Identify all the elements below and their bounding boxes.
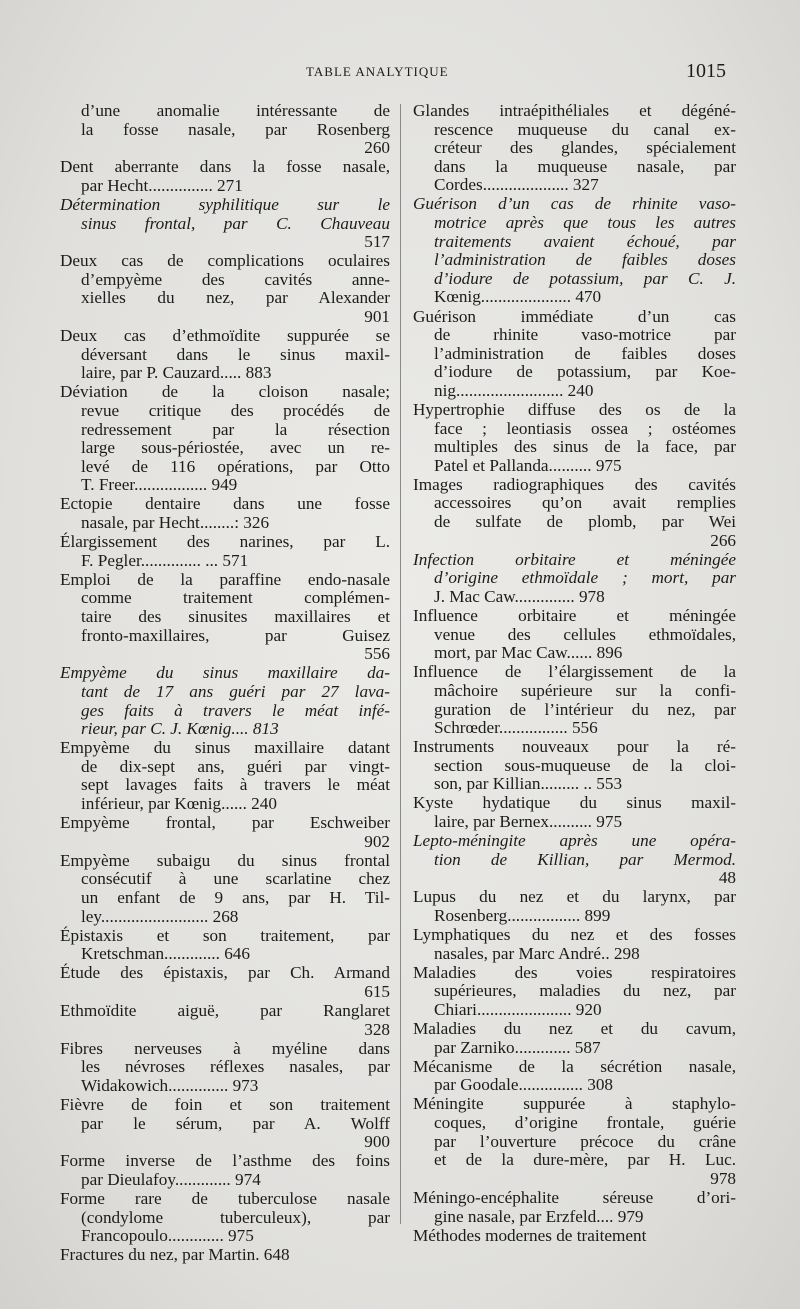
index-entry-line: large sous-périostée, avec un re- [81,438,390,458]
index-entry-line: Emploi de la paraffine endo-nasale [60,569,390,589]
index-entry-line: de sulfate de plomb, par Wei [434,512,736,532]
index-entry [413,308,736,401]
index-entry-line: nasales, par Marc André.. 298 [434,943,640,963]
index-entry [60,383,390,495]
index-entry-line: Cordes.................... 327 [434,175,599,195]
index-entry-line: ges faits à travers le méat infé- [81,700,390,720]
index-entry-line: multiples des sinus de la face, par [434,437,736,457]
index-entry-line: Élargissement des narines, par L. [60,532,390,552]
index-entry [60,1096,390,1152]
index-entry-line: Glandes intraépithéliales et dégéné- [413,101,736,120]
index-entry-line: nasale, par Hecht........: 326 [81,513,270,533]
index-entry-line: dans la muqueuse nasale, par [434,156,736,176]
index-entry-line: Influence de l’élargissement de la [413,662,736,682]
index-entry-line: Forme rare de tuberculose nasale [60,1188,390,1208]
index-entry-line: Forme inverse de l’asthme des foins [60,1151,390,1171]
index-entry [60,1040,390,1096]
running-title: TABLE ANALYTIQUE [306,64,449,79]
index-entry-line: revue critique des procédés de [81,401,390,420]
index-entry-line: Patel et Pallanda.......... 975 [434,455,622,475]
index-entry-line: Images radiographiques des cavités [413,474,736,494]
index-entry-line: Infection orbitaire et méningée [413,549,736,569]
column-divider [400,104,401,1224]
index-entry-line: Influence orbitaire et méningée [413,606,736,626]
index-entry [413,102,736,195]
index-entry-line: Instruments nouveaux pour la ré- [413,737,736,757]
index-column-left [60,102,390,1265]
index-entry-line: Deux cas de complications oculaires [60,251,390,271]
index-entry-line: Lymphatiques du nez et des fosses [413,925,736,945]
index-entry [60,664,390,738]
index-entry-line: Fibres nerveuses à myéline dans [60,1038,390,1058]
index-entry-line: les névroses réflexes nasales, par [81,1057,390,1077]
index-entry-line: comme traitement complémen- [81,588,390,608]
index-entry-line: laire, par P. Cauzard..... 883 [81,363,272,383]
index-entry-line: d’une anomalie intéressante de [81,101,390,120]
index-entry-line: par Hecht............... 271 [81,175,243,195]
index-entry-line: xielles du nez, par Alexander [81,288,390,308]
index-entry-line: fronto-maxillaires, par Guisez [81,625,390,645]
index-entry-line: nig......................... 240 [434,380,594,400]
index-entry [60,1190,390,1246]
index-entry-line: d’origine ethmoïdale ; mort, par [434,568,736,588]
index-entry-line: et de la dure-mère, par H. Luc. [434,1150,736,1170]
index-entry [60,852,390,926]
index-entry [413,888,736,925]
index-entry [413,1058,736,1095]
index-entry-line: l’administration de faibles doses [434,250,736,270]
index-entry-line: Détermination syphilitique sur le [60,194,390,214]
index-entry-line: Lepto-méningite après une opéra- [413,831,736,851]
index-entry [413,551,736,607]
index-entry-line: Hypertrophie diffuse des os de la [413,400,736,419]
index-entry-line: tant de 17 ans guéri par 27 lava- [81,681,390,701]
index-entry-line: Maladies des voies respiratoires [413,962,736,982]
index-entry-line: Lupus du nez et du larynx, par [413,887,736,907]
index-entry-line: tion de Killian, par Mermod. [434,849,736,869]
index-entry-line: 902 [364,831,390,851]
page-number: 1015 [686,60,726,82]
index-entry-line: de dix-sept ans, guéri par vingt- [81,756,390,776]
index-entry-line: Ectopie dentaire dans une fosse [60,494,390,514]
index-entry [413,663,736,737]
index-entry [60,814,390,851]
index-entry-line: Kœnig..................... 470 [434,287,602,307]
index-entry-line: Empyème du sinus maxillaire datant [60,738,390,758]
index-entry-line: par le sérum, par A. Wolff [81,1113,390,1133]
index-entry-line: Widakowich.............. 973 [81,1075,259,1095]
index-entry [60,1002,390,1039]
index-entry [413,964,736,1020]
index-entry [413,832,736,888]
index-entry-line: Méningite suppurée à staphylo- [413,1094,736,1114]
index-entry-line: son, par Killian......... .. 553 [434,774,623,794]
index-entry-line: Méningo-encéphalite séreuse d’ori- [413,1187,736,1207]
index-entry-line: 266 [710,530,736,550]
index-entry-line: coques, d’origine frontale, guérie [434,1113,736,1133]
index-entry-line: Fièvre de foin et son traitement [60,1094,390,1114]
index-entry-line: Deux cas d’ethmoïdite suppurée se [60,326,390,346]
index-entry-line: supérieures, maladies du nez, par [434,981,736,1001]
page-header [0,58,800,90]
index-entry-line: gine nasale, par Erzfeld.... 979 [434,1206,644,1226]
index-entry-line: motrice après que tous les autres [434,213,736,233]
index-entry-line: rieur, par C. J. Kœnig.... 813 [81,719,279,739]
index-entry-line: Rosenberg................. 899 [434,906,611,926]
index-entry-line: Kretschman............. 646 [81,944,250,964]
index-entry-line: d’iodure de potassium, par Koe- [434,362,736,382]
index-entry [413,738,736,794]
index-entry-line: consécutif à une scarlatine chez [81,869,390,889]
index-entry-line: 900 [364,1132,390,1152]
index-entry [60,571,390,664]
index-entry-line: venue des cellules ethmoïdales, [434,624,736,644]
index-entry-line: par Goodale............... 308 [434,1075,614,1095]
index-entry-line: laire, par Bernex.......... 975 [434,812,623,832]
index-entry-line: Étude des épistaxis, par Ch. Armand [60,963,390,983]
index-entry-line: Francopoulo............. 975 [81,1226,254,1246]
index-entry-line: mâchoire supérieure sur la confi- [434,680,736,700]
index-entry-line: 901 [364,307,390,327]
index-entry [413,401,736,475]
index-entry [413,1189,736,1226]
index-entry-line: par Zarniko............. 587 [434,1037,601,1057]
index-entry-line: redressement par la résection [81,419,390,439]
index-entry-line: Ethmoïdite aiguë, par Ranglaret [60,1001,390,1020]
index-entry-line: sept lavages faits à travers le méat [81,775,390,795]
index-entry-line: inférieur, par Kœnig...... 240 [81,793,277,813]
index-entry-line: Empyème du sinus maxillaire da- [60,663,390,683]
index-entry [413,195,736,307]
index-entry-line: déversant dans le sinus maxil- [81,344,390,364]
index-entry-line: Chiari...................... 920 [434,1000,602,1019]
index-entry-line: Empyème frontal, par Eschweiber [60,813,390,833]
index-entry-line: Méthodes modernes de traitement [413,1225,647,1245]
index-entry-line: 556 [364,644,390,664]
index-entry [60,927,390,964]
index-entry-line: Guérison immédiate d’un cas [413,306,736,326]
index-entry [413,1095,736,1188]
index-entry-line: de rhinite vaso-motrice par [434,325,736,345]
index-entry-line: J. Mac Caw.............. 978 [434,586,605,606]
index-entry [60,964,390,1001]
index-entry-line: Mécanisme de la sécrétion nasale, [413,1056,736,1076]
index-entry-line: section sous-muqueuse de la cloi- [434,755,736,775]
index-entry-line: Schrœder................ 556 [434,718,598,738]
index-entry-line: 328 [364,1019,390,1039]
index-entry-line: par Dieulafoy............. 974 [81,1169,261,1189]
index-entry-line: taire des sinusites maxillaires et [81,607,390,627]
index-entry-line: levé de 116 opérations, par Otto [81,456,390,476]
index-entry-line: traitements avaient échoué, par [434,231,736,251]
index-entry-line: T. Freer................. 949 [81,475,238,495]
index-entry-line: Dent aberrante dans la fosse nasale, [60,157,390,177]
index-entry [413,1227,736,1246]
index-entry [60,1246,390,1265]
index-entry [413,926,736,963]
index-entry [60,739,390,813]
index-entry [60,327,390,383]
index-entry-line: guration de l’intérieur du nez, par [434,699,736,719]
index-entry-line: accessoires qu’on avait remplies [434,493,736,513]
index-entry [60,102,390,158]
index-entry-line: 517 [364,232,390,252]
index-entry-line: 978 [710,1168,736,1188]
index-entry-line: sinus frontal, par C. Chauveau [81,213,390,233]
index-entry-line: face ; leontiasis ossea ; ostéomes [434,418,736,438]
index-entry-line: l’administration de faibles doses [434,343,736,363]
index-entry-line: mort, par Mac Caw...... 896 [434,643,623,663]
index-entry-line: 260 [364,138,390,158]
index-entry-line: créteur des glandes, spécialement [434,138,736,158]
index-entry-line: par l’ouverture précoce du crâne [434,1131,736,1151]
index-entry [413,1020,736,1057]
index-entry [60,1152,390,1189]
index-entry-line: Kyste hydatique du sinus maxil- [413,793,736,813]
index-entry-line: un enfant de 9 ans, par H. Til- [81,887,390,907]
index-entry [413,794,736,831]
index-entry [413,476,736,550]
index-entry-line: 615 [364,981,390,1001]
index-entry [60,196,390,252]
index-entry-line: Guérison d’un cas de rhinite vaso- [413,194,736,214]
index-entry-line: Déviation de la cloison nasale; [60,382,390,402]
index-entry [60,252,390,326]
index-entry-line: Épistaxis et son traitement, par [60,925,390,945]
index-entry-line: Empyème subaigu du sinus frontal [60,850,390,870]
index-entry [60,158,390,195]
index-entry-line: Fractures du nez, par Martin. 648 [60,1245,290,1265]
index-entry-line: Maladies du nez et du cavum, [413,1019,736,1039]
index-entry-line: la fosse nasale, par Rosenberg [81,119,390,139]
index-entry-line: d’empyème des cavités anne- [81,269,390,289]
index-entry-line: ley......................... 268 [81,906,239,926]
index-column-right [413,102,736,1246]
index-entry-line: d’iodure de potassium, par C. J. [434,268,736,288]
index-entry-line: 48 [718,868,736,888]
index-entry [413,607,736,663]
index-entry [60,533,390,570]
index-entry-line: rescence muqueuse du canal ex- [434,119,736,139]
index-entry-line: F. Pegler.............. ... 571 [81,550,249,570]
index-entry-line: (condylome tuberculeux), par [81,1207,390,1227]
index-entry [60,495,390,532]
